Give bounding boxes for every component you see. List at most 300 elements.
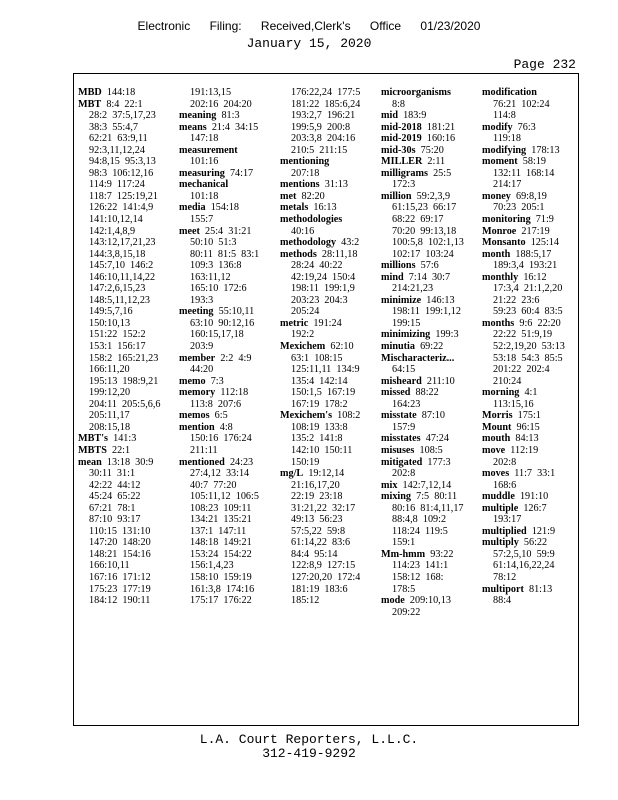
index-entry <box>381 283 464 295</box>
index-refs: 76:21 102:24 <box>493 98 550 110</box>
index-entry <box>78 422 161 434</box>
index-refs: 175:23 177:19 <box>89 583 151 595</box>
index-entry <box>78 329 161 341</box>
index-refs: 7:14 30:7 <box>408 271 451 283</box>
index-refs: 75:20 <box>420 144 444 156</box>
index-entry <box>482 306 565 318</box>
index-refs: 158:2 165:21,23 <box>89 352 159 364</box>
index-entry <box>179 457 259 469</box>
index-refs: 21:22 23:6 <box>493 294 540 306</box>
index-term: mean <box>78 456 102 468</box>
index-entry <box>482 133 565 145</box>
index-term: mixing <box>381 491 412 503</box>
index-term: misstate <box>381 410 417 422</box>
index-term: modification <box>482 87 537 98</box>
index-refs: 40:16 <box>291 225 315 237</box>
index-entry <box>482 353 565 365</box>
index-refs: 202:16 204:20 <box>190 98 252 110</box>
index-refs: 148:5,11,12,23 <box>89 294 151 306</box>
index-entry <box>179 514 259 526</box>
index-refs: 132:11 168:14 <box>493 167 555 179</box>
index-entry <box>381 491 464 503</box>
index-refs: 191:10 <box>519 491 549 503</box>
index-refs: 22:1 <box>111 444 131 456</box>
index-entry <box>179 306 259 318</box>
index-entry <box>179 202 259 214</box>
index-refs: 110:15 131:10 <box>89 525 151 537</box>
index-entry <box>381 560 464 572</box>
index-entry <box>381 399 464 411</box>
index-refs: 24:23 <box>229 456 254 468</box>
index-term: monitoring <box>482 214 531 226</box>
index-entry <box>280 433 360 445</box>
index-refs: 166:11,20 <box>89 364 130 376</box>
index-entry <box>179 191 259 203</box>
index-entry <box>280 595 360 607</box>
index-refs: 125:11,11 134:9 <box>291 364 360 376</box>
index-refs: 181:22 185:6,24 <box>291 98 361 110</box>
index-entry <box>381 318 464 330</box>
index-entry <box>381 133 464 145</box>
index-entry <box>482 87 565 99</box>
index-entry <box>482 364 565 376</box>
index-entry <box>381 272 464 284</box>
index-refs: 191:13,15 <box>190 87 232 98</box>
index-refs: 61:15,23 66:17 <box>392 202 457 214</box>
index-refs: 207:18 <box>291 167 320 179</box>
index-refs: 6:5 <box>214 410 228 422</box>
index-entry <box>482 122 565 134</box>
index-entry <box>381 99 464 111</box>
index-refs: 108:23 109:11 <box>190 502 252 514</box>
index-refs: 53:18 54:3 85:5 <box>493 352 563 364</box>
index-term: meet <box>179 225 200 237</box>
index-entry <box>381 595 464 607</box>
index-entry <box>78 133 161 145</box>
index-term: Morris <box>482 410 513 422</box>
index-term: mentions <box>280 179 320 191</box>
index-term: Mischaracteriz... <box>381 352 455 364</box>
index-refs: 191:24 <box>313 317 342 329</box>
index-refs: 67:21 78:1 <box>89 502 136 514</box>
index-refs: 9:6 22:20 <box>519 317 561 329</box>
index-entry <box>381 514 464 526</box>
index-refs: 81:13 <box>528 583 553 595</box>
index-refs: 164:23 <box>392 398 421 410</box>
index-entry <box>78 433 161 445</box>
index-refs: 126:22 141:4,9 <box>89 202 154 214</box>
index-refs: 45:24 65:22 <box>89 491 141 503</box>
index-refs: 27:4,12 33:14 <box>190 468 250 480</box>
index-refs: 203:9 <box>190 341 214 353</box>
index-term: monthly <box>482 271 519 283</box>
index-refs: 150:1,5 167:19 <box>291 387 356 399</box>
index-entry <box>78 595 161 607</box>
index-refs: 59:23 60:4 83:5 <box>493 306 563 318</box>
index-entry <box>179 468 259 480</box>
index-refs: 214:17 <box>493 179 522 191</box>
index-refs: 153:24 154:22 <box>190 548 252 560</box>
index-refs: 84:4 95:14 <box>291 548 338 560</box>
filing-stamp <box>0 19 618 33</box>
index-refs: 167:16 171:12 <box>89 571 151 583</box>
index-entry <box>179 572 259 584</box>
index-refs: 198:11 199:1,12 <box>392 306 461 318</box>
index-entry <box>280 468 360 480</box>
index-entry <box>179 272 259 284</box>
index-entry <box>482 260 565 272</box>
index-refs: 63:1 108:15 <box>291 352 343 364</box>
index-entry <box>280 283 360 295</box>
index-entry <box>280 514 360 526</box>
index-refs: 160:16 <box>426 133 456 145</box>
index-entry <box>482 99 565 111</box>
index-refs: 64:15 <box>392 364 416 376</box>
index-refs: 168:6 <box>493 479 517 491</box>
index-refs: 150:16 176:24 <box>190 433 252 445</box>
index-refs: 52:2,19,20 53:13 <box>493 341 565 353</box>
index-entry <box>381 387 464 399</box>
index-term: measurement <box>179 144 238 156</box>
index-entry <box>179 480 259 492</box>
index-entry <box>381 295 464 307</box>
index-entry <box>381 503 464 515</box>
index-term: minutia <box>381 341 415 353</box>
index-refs: 172:3 <box>392 179 416 191</box>
index-entry <box>381 376 464 388</box>
index-entry <box>179 422 259 434</box>
index-refs: 21:16,17,20 <box>291 479 340 491</box>
index-entry <box>78 560 161 572</box>
index-refs: 159:1 <box>392 537 416 549</box>
index-term: money <box>482 190 511 202</box>
index-entry <box>280 191 360 203</box>
index-entry <box>482 491 565 503</box>
index-term: move <box>482 444 506 456</box>
index-entry <box>381 584 464 596</box>
index-refs: 141:10,12,14 <box>89 214 143 226</box>
index-refs: 118:7 125:19,21 <box>89 190 158 202</box>
index-refs: 76:3 <box>517 121 536 133</box>
index-refs: 4:1 <box>524 387 538 399</box>
index-entry <box>78 353 161 365</box>
index-refs: 112:19 <box>510 444 539 456</box>
index-entry <box>482 295 565 307</box>
index-refs: 25:5 <box>433 167 452 179</box>
index-term: millions <box>381 260 416 272</box>
index-term: mind <box>381 271 404 283</box>
index-entry <box>482 549 565 561</box>
index-term: modify <box>482 121 513 133</box>
index-refs: 70:23 205:1 <box>493 202 545 214</box>
index-refs: 127:20,20 172:4 <box>291 571 361 583</box>
index-term: mentioned <box>179 456 225 468</box>
index-term: month <box>482 248 511 260</box>
index-entry <box>381 410 464 422</box>
index-column-5 <box>482 87 565 607</box>
index-refs: 16:12 <box>523 271 547 283</box>
transcript-date: January 15, 2020 <box>246 36 372 51</box>
index-entry <box>381 145 464 157</box>
index-entry <box>381 110 464 122</box>
index-refs: 101:16 <box>190 156 219 168</box>
index-refs: 176:22,24 177:5 <box>291 87 361 98</box>
index-term: milligrams <box>381 167 428 179</box>
index-term: MBD <box>78 87 102 98</box>
index-entry <box>482 457 565 469</box>
index-term: meeting <box>179 306 214 318</box>
index-entry <box>381 329 464 341</box>
index-term: methodology <box>280 237 337 249</box>
index-column-3 <box>280 87 360 607</box>
index-entry <box>78 122 161 134</box>
index-refs: 68:22 69:17 <box>392 214 444 226</box>
index-entry <box>78 295 161 307</box>
index-refs: 167:19 178:2 <box>291 398 348 410</box>
index-entry <box>78 179 161 191</box>
index-entry <box>78 318 161 330</box>
index-entry <box>482 376 565 388</box>
index-refs: 2:11 <box>427 156 446 168</box>
index-refs: 38:3 55:4,7 <box>89 121 138 133</box>
index-refs: 195:13 198:9,21 <box>89 375 159 387</box>
index-refs: 193:17 <box>493 514 522 526</box>
index-refs: 44:20 <box>190 364 214 376</box>
index-refs: 74:17 <box>229 167 254 179</box>
index-refs: 142:7,12,14 <box>402 479 452 491</box>
index-refs: 175:1 <box>517 410 541 422</box>
index-refs: 47:24 <box>425 433 449 445</box>
index-entry <box>78 249 161 261</box>
index-column-4 <box>381 87 464 618</box>
index-term: methods <box>280 248 317 260</box>
index-refs: 22:19 23:18 <box>291 491 343 503</box>
index-entry <box>179 364 259 376</box>
index-entry <box>78 272 161 284</box>
index-term: Mexichem's <box>280 410 333 422</box>
index-entry <box>482 226 565 238</box>
index-refs: 80:16 81:4,11,17 <box>392 502 464 514</box>
index-refs: 4:8 <box>219 421 233 433</box>
index-term: mechanical <box>179 179 229 191</box>
index-entry <box>78 503 161 515</box>
index-entry <box>280 410 360 422</box>
index-entry <box>78 99 161 111</box>
index-column-1 <box>78 87 161 607</box>
index-entry <box>78 260 161 272</box>
index-entry <box>179 503 259 515</box>
index-refs: 181:19 183:6 <box>291 583 348 595</box>
index-term: MBT's <box>78 433 109 445</box>
index-refs: 199:3 <box>435 329 459 341</box>
index-refs: 147:18 <box>190 133 219 145</box>
index-term: multiplied <box>482 525 527 537</box>
index-refs: 98:3 106:12,16 <box>89 167 154 179</box>
index-entry <box>179 156 259 168</box>
index-refs: 166:10,11 <box>89 560 130 572</box>
index-refs: 88:4 <box>493 595 512 607</box>
index-entry <box>482 329 565 341</box>
index-entry <box>482 468 565 480</box>
index-entry <box>78 168 161 180</box>
index-entry <box>280 560 360 572</box>
index-refs: 193:2,7 196:21 <box>291 110 356 122</box>
index-entry <box>179 249 259 261</box>
index-entry <box>482 422 565 434</box>
index-refs: 199:15 <box>392 317 421 329</box>
index-entry <box>482 387 565 399</box>
index-term: misheard <box>381 375 422 387</box>
index-refs: 40:7 77:20 <box>190 479 237 491</box>
index-term: mentioning <box>280 156 330 168</box>
index-entry <box>280 179 360 191</box>
index-entry <box>78 202 161 214</box>
index-refs: 94:8,15 95:3,13 <box>89 156 156 168</box>
index-refs: 113:15,16 <box>493 398 534 410</box>
index-term: MILLER <box>381 156 423 168</box>
index-entry <box>482 156 565 168</box>
index-refs: 121:9 <box>531 525 556 537</box>
index-refs: 149:5,7,16 <box>89 306 133 318</box>
index-entry <box>482 318 565 330</box>
index-term: mid-2019 <box>381 133 422 145</box>
index-refs: 214:21,23 <box>392 283 434 295</box>
index-refs: 178:13 <box>531 144 560 156</box>
index-refs: 175:17 176:22 <box>190 595 252 607</box>
index-refs: 144:18 <box>106 87 136 98</box>
index-term: memo <box>179 375 206 387</box>
index-entry <box>179 341 259 353</box>
index-entry <box>78 110 161 122</box>
index-entry <box>280 295 360 307</box>
index-refs: 113:8 207:6 <box>190 398 242 410</box>
index-refs: 55:10,11 <box>218 306 255 318</box>
index-column-2 <box>179 87 259 607</box>
index-refs: 183:9 <box>403 110 427 122</box>
index-entry <box>482 537 565 549</box>
index-term: misstates <box>381 433 421 445</box>
index-refs: 42:19,24 150:4 <box>291 271 356 283</box>
index-entry <box>381 457 464 469</box>
index-entry <box>179 491 259 503</box>
index-refs: 135:4 142:14 <box>291 375 348 387</box>
index-refs: 16:13 <box>313 202 337 214</box>
index-entry <box>381 607 464 619</box>
index-refs: 157:9 <box>392 421 416 433</box>
index-entry <box>179 237 259 249</box>
index-entry <box>280 110 360 122</box>
index-entry <box>280 156 360 168</box>
index-refs: 28:11,18 <box>321 248 358 260</box>
index-refs: 114:23 141:1 <box>392 560 449 572</box>
index-entry <box>482 445 565 457</box>
index-refs: 28:24 40:22 <box>291 260 343 272</box>
index-entry <box>78 491 161 503</box>
index-refs: 8:8 <box>392 98 406 110</box>
index-refs: 126:7 <box>523 502 547 514</box>
index-entry <box>482 595 565 607</box>
index-term: multiple <box>482 502 519 514</box>
index-refs: 125:14 <box>530 237 559 249</box>
index-entry <box>381 537 464 549</box>
index-refs: 134:21 135:21 <box>190 514 252 526</box>
index-refs: 147:20 148:20 <box>89 537 151 549</box>
index-entry <box>280 572 360 584</box>
index-entry <box>482 191 565 203</box>
index-term: minimizing <box>381 329 431 341</box>
index-entry <box>381 179 464 191</box>
index-refs: 69:22 <box>420 341 444 353</box>
index-refs: 114:9 117:24 <box>89 179 145 191</box>
index-entry <box>179 595 259 607</box>
index-entry <box>179 410 259 422</box>
index-refs: 158:10 159:19 <box>190 571 252 583</box>
index-entry <box>482 214 565 226</box>
index-entry <box>280 306 360 318</box>
index-refs: 188:5,17 <box>515 248 552 260</box>
index-entry <box>280 237 360 249</box>
index-term: meaning <box>179 110 217 122</box>
index-term: metals <box>280 202 309 214</box>
index-refs: 201:22 202:4 <box>493 364 550 376</box>
index-refs: 88:22 <box>415 387 439 399</box>
index-entry <box>381 122 464 134</box>
stamp-office: Office <box>369 19 402 33</box>
index-refs: 70:20 99:13,18 <box>392 225 457 237</box>
index-entry <box>78 306 161 318</box>
stamp-filing: Filing: <box>209 19 242 33</box>
index-refs: 62:10 <box>330 341 354 353</box>
index-entry <box>280 445 360 457</box>
index-term: months <box>482 317 515 329</box>
index-entry <box>280 549 360 561</box>
index-entry <box>280 480 360 492</box>
index-term: Monsanto <box>482 237 526 249</box>
index-entry <box>381 87 464 99</box>
index-refs: 158:12 168: <box>392 571 444 583</box>
index-entry <box>280 422 360 434</box>
index-refs: 11:7 33:1 <box>514 468 556 480</box>
index-refs: 56:22 <box>523 537 548 549</box>
index-refs: 7:5 80:11 <box>416 491 458 503</box>
index-entry <box>78 445 161 457</box>
index-refs: 135:2 141:8 <box>291 433 343 445</box>
index-refs: 211:11 <box>190 444 218 456</box>
index-entry <box>482 572 565 584</box>
index-refs: 119:18 <box>493 133 521 145</box>
index-entry <box>179 99 259 111</box>
stamp-electronic: Electronic <box>137 19 191 33</box>
footer-company: L.A. Court Reporters, L.L.C. <box>199 732 419 747</box>
index-entry <box>482 341 565 353</box>
index-term: mid <box>381 110 398 122</box>
index-refs: 69:8,19 <box>515 190 547 202</box>
index-refs: 49:13 56:23 <box>291 514 343 526</box>
index-entry <box>381 202 464 214</box>
index-refs: 148:18 149:21 <box>190 537 252 549</box>
index-entry <box>179 87 259 99</box>
index-term: multiply <box>482 537 519 549</box>
index-refs: 199:12,20 <box>89 387 131 399</box>
index-refs: 148:21 154:16 <box>89 548 151 560</box>
index-refs: 178:5 <box>392 583 416 595</box>
index-entry <box>179 283 259 295</box>
page-number: Page 232 <box>513 57 576 72</box>
index-entry <box>280 341 360 353</box>
index-entry <box>78 584 161 596</box>
index-refs: 204:11 205:5,6,6 <box>89 398 161 410</box>
index-refs: 96:15 <box>516 421 540 433</box>
